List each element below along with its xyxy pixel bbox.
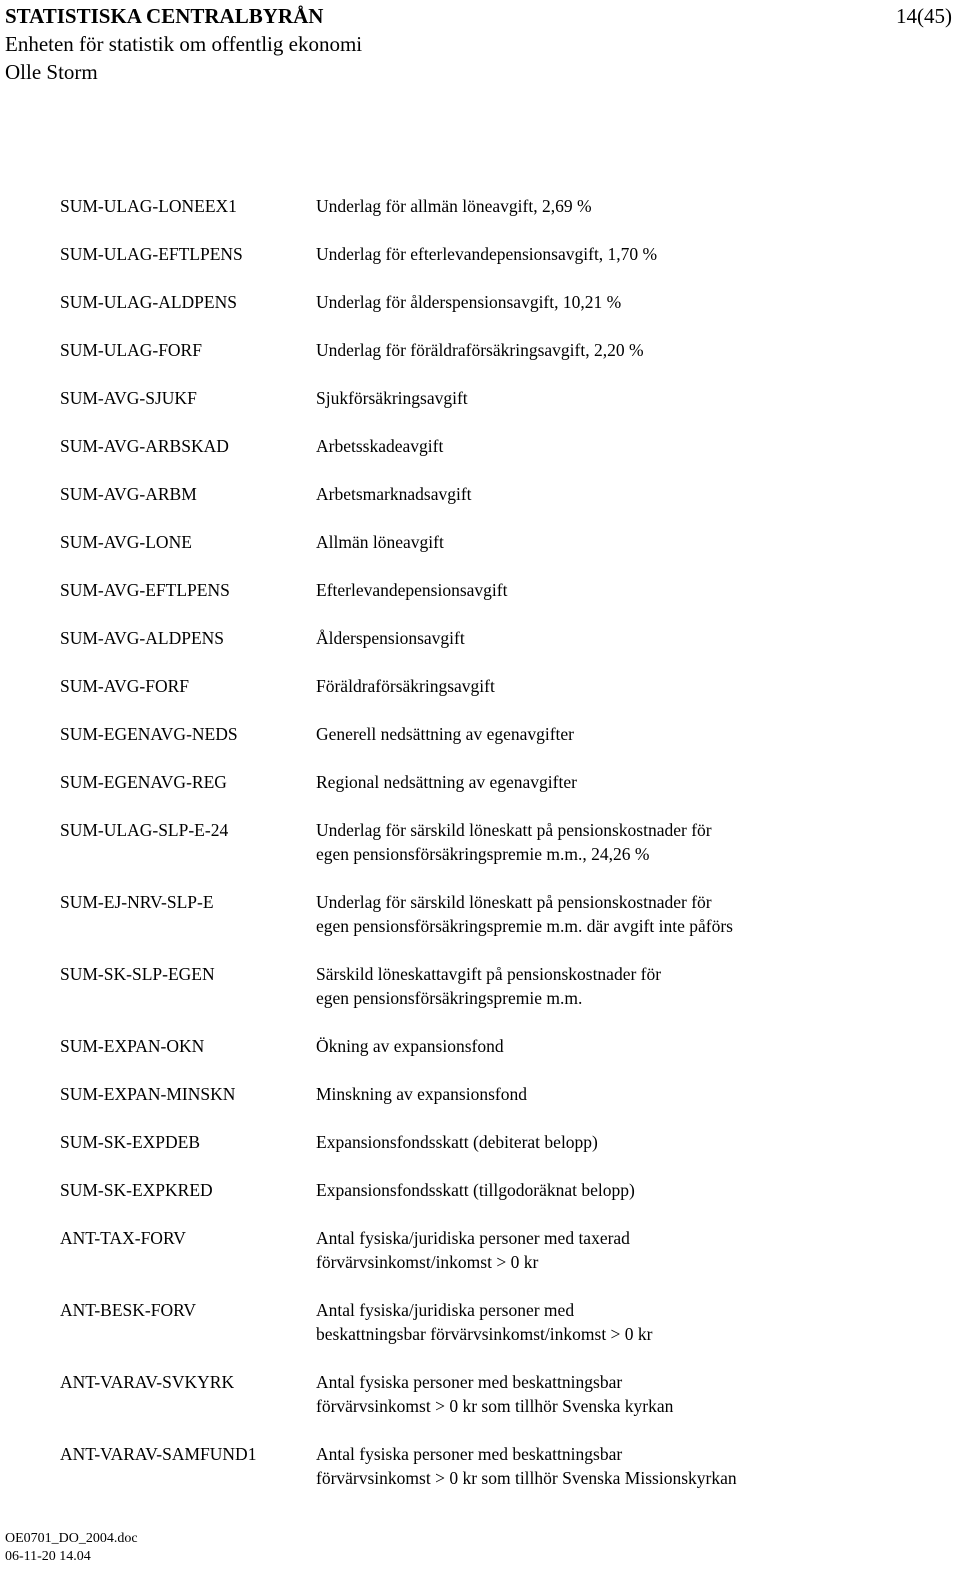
- definition-description-line: Arbetsskadeavgift: [316, 436, 444, 456]
- definition-code: SUM-SK-SLP-EGEN: [60, 964, 215, 984]
- unit-name: Enheten för statistik om offentlig ekonomi: [5, 32, 363, 56]
- definition-row: [60, 530, 940, 554]
- page-number: 14(45): [896, 4, 952, 28]
- definition-row: [60, 194, 940, 218]
- definition-description-line: beskattningsbar förvärvsinkomst/inkomst > 0 kr: [316, 1324, 653, 1344]
- definition-description-line: Antal fysiska personer med beskattningsbar: [316, 1372, 623, 1392]
- definition-row: [60, 818, 940, 866]
- definition-row: [60, 626, 940, 650]
- definition-description: [316, 482, 940, 506]
- definition-description: [316, 1298, 940, 1346]
- definition-description: [316, 962, 940, 1010]
- definition-description: [316, 722, 940, 746]
- definition-description: [316, 578, 940, 602]
- definition-row: [60, 890, 940, 938]
- definition-code: SUM-ULAG-ALDPENS: [60, 292, 237, 312]
- definition-code: SUM-AVG-EFTLPENS: [60, 580, 230, 600]
- definition-description: [316, 626, 940, 650]
- definition-description-line: förvärvsinkomst/inkomst > 0 kr: [316, 1252, 539, 1272]
- definition-description-line: Arbetsmarknadsavgift: [316, 484, 472, 504]
- definition-description-line: Generell nedsättning av egenavgifter: [316, 724, 575, 744]
- author-name: Olle Storm: [5, 60, 98, 84]
- definition-description-line: Sjukförsäkringsavgift: [316, 388, 468, 408]
- definition-description: [316, 1370, 940, 1418]
- definition-description-line: Antal fysiska/juridiska personer med: [316, 1300, 575, 1320]
- definition-list: [60, 194, 940, 1490]
- definition-row: [60, 962, 940, 1010]
- definition-description-line: Minskning av expansionsfond: [316, 1084, 527, 1104]
- page-header: [5, 2, 955, 86]
- definition-code: SUM-EJ-NRV-SLP-E: [60, 892, 214, 912]
- definition-description: [316, 290, 940, 314]
- definition-description-line: Ålderspensionsavgift: [316, 628, 465, 648]
- definition-description: [316, 1034, 940, 1058]
- definition-description-line: Underlag för särskild löneskatt på pensionskostnader för: [316, 820, 712, 840]
- definition-description: [316, 194, 940, 218]
- definition-description: [316, 1130, 940, 1154]
- definition-description: [316, 386, 940, 410]
- definition-row: [60, 242, 940, 266]
- definition-code: SUM-EXPAN-OKN: [60, 1036, 205, 1056]
- definition-description: [316, 818, 940, 866]
- definition-row: [60, 1298, 940, 1346]
- definition-code: SUM-EGENAVG-NEDS: [60, 724, 238, 744]
- definition-description-line: förvärvsinkomst > 0 kr som tillhör Svenska kyrkan: [316, 1396, 674, 1416]
- page-footer: [5, 1530, 138, 1566]
- definition-description-line: Underlag för efterlevandepensionsavgift, 1,70 %: [316, 244, 658, 264]
- definition-code: SUM-ULAG-LONEEX1: [60, 196, 237, 216]
- definition-description: [316, 1442, 940, 1490]
- definition-description-line: Antal fysiska/juridiska personer med taxerad: [316, 1228, 630, 1248]
- definition-row: [60, 386, 940, 410]
- definition-description-line: egen pensionsförsäkringspremie m.m., 24,26 %: [316, 844, 650, 864]
- definition-code: SUM-EXPAN-MINSKN: [60, 1084, 236, 1104]
- definition-description-line: Underlag för föräldraförsäkringsavgift, 2,20 %: [316, 340, 644, 360]
- definition-description: [316, 338, 940, 362]
- definition-description-line: Allmän löneavgift: [316, 532, 444, 552]
- definition-description-line: egen pensionsförsäkringspremie m.m.: [316, 988, 583, 1008]
- definition-description-line: Antal fysiska personer med beskattningsbar: [316, 1444, 623, 1464]
- definition-code: SUM-AVG-SJUKF: [60, 388, 197, 408]
- definition-description-line: Underlag för ålderspensionsavgift, 10,21 %: [316, 292, 622, 312]
- definition-description-line: Expansionsfondsskatt (tillgodoräknat belopp): [316, 1180, 635, 1200]
- definition-row: [60, 482, 940, 506]
- definition-row: [60, 1370, 940, 1418]
- definition-code: SUM-ULAG-SLP-E-24: [60, 820, 229, 840]
- definition-code: ANT-VARAV-SVKYRK: [60, 1372, 235, 1392]
- definition-code: SUM-SK-EXPDEB: [60, 1132, 201, 1152]
- definition-code: ANT-TAX-FORV: [60, 1228, 186, 1248]
- definition-description-line: Underlag för allmän löneavgift, 2,69 %: [316, 196, 592, 216]
- definition-row: [60, 674, 940, 698]
- definition-row: [60, 1226, 940, 1274]
- definition-description: [316, 1226, 940, 1274]
- definition-code: SUM-ULAG-FORF: [60, 340, 202, 360]
- definition-code: ANT-VARAV-SAMFUND1: [60, 1444, 257, 1464]
- definition-row: [60, 434, 940, 458]
- definition-description-line: Regional nedsättning av egenavgifter: [316, 772, 577, 792]
- definition-row: [60, 722, 940, 746]
- definition-row: [60, 1130, 940, 1154]
- definition-code: SUM-AVG-ARBM: [60, 484, 197, 504]
- definition-description: [316, 770, 940, 794]
- definition-row: [60, 770, 940, 794]
- definition-description-line: förvärvsinkomst > 0 kr som tillhör Svenska Missionskyrkan: [316, 1468, 737, 1488]
- definition-description-line: Expansionsfondsskatt (debiterat belopp): [316, 1132, 598, 1152]
- definition-row: [60, 338, 940, 362]
- definition-description: [316, 890, 940, 938]
- definition-code: SUM-AVG-FORF: [60, 676, 190, 696]
- definition-code: ANT-BESK-FORV: [60, 1300, 197, 1320]
- definition-description-line: Ökning av expansionsfond: [316, 1036, 504, 1056]
- definition-code: SUM-ULAG-EFTLPENS: [60, 244, 243, 264]
- definition-code: SUM-AVG-ARBSKAD: [60, 436, 229, 456]
- definition-row: [60, 1442, 940, 1490]
- definition-code: SUM-SK-EXPKRED: [60, 1180, 213, 1200]
- footer-date: 06-11-20 14.04: [5, 1549, 91, 1564]
- definition-code: SUM-AVG-ALDPENS: [60, 628, 225, 648]
- definition-description-line: Föräldraförsäkringsavgift: [316, 676, 495, 696]
- definition-description-line: Underlag för särskild löneskatt på pensionskostnader för: [316, 892, 712, 912]
- definition-description: [316, 1082, 940, 1106]
- definition-description-line: Särskild löneskattavgift på pensionskostnader för: [316, 964, 662, 984]
- definition-description: [316, 434, 940, 458]
- definition-row: [60, 290, 940, 314]
- definition-description: [316, 674, 940, 698]
- definition-row: [60, 578, 940, 602]
- definition-code: SUM-EGENAVG-REG: [60, 772, 227, 792]
- footer-filename: OE0701_DO_2004.doc: [5, 1531, 138, 1546]
- definition-row: [60, 1034, 940, 1058]
- definition-description: [316, 1178, 940, 1202]
- definition-code: SUM-AVG-LONE: [60, 532, 192, 552]
- definition-description-line: Efterlevandepensionsavgift: [316, 580, 508, 600]
- definition-description-line: egen pensionsförsäkringspremie m.m. där avgift inte påförs: [316, 916, 733, 936]
- definition-row: [60, 1082, 940, 1106]
- definition-row: [60, 1178, 940, 1202]
- definition-description: [316, 530, 940, 554]
- organization-name: STATISTISKA CENTRALBYRÅN: [5, 4, 324, 28]
- definition-description: [316, 242, 940, 266]
